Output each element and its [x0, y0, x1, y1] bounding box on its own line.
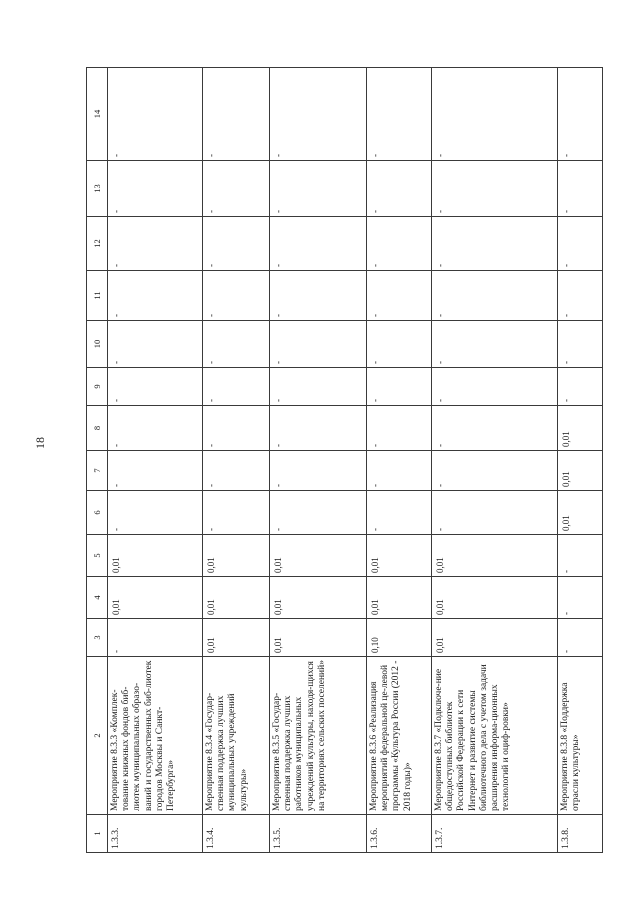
value-cell-col-12: - — [270, 217, 367, 271]
column-header-10: 10 — [87, 321, 108, 368]
value-cell-col-5: 0,01 — [367, 535, 432, 577]
value-cell-col-13: - — [432, 161, 558, 217]
value-cell-col-6: - — [367, 491, 432, 535]
column-header-7: 7 — [87, 451, 108, 491]
value-cell-col-3: - — [558, 619, 603, 657]
row-number: 1.3.7. — [432, 815, 558, 853]
table-row — [558, 68, 603, 853]
row-number: 1.3.3. — [108, 815, 203, 853]
value-cell-col-7: - — [367, 451, 432, 491]
value-cell-col-12: - — [367, 217, 432, 271]
value-cell-col-8: 0,01 — [558, 406, 603, 451]
table-row — [270, 68, 367, 853]
column-header-11: 11 — [87, 271, 108, 321]
activity-name: Мероприятие 8.3.7 «Подключе-ние общедоступных библиотек Российской Федерации к сети Интернет и развитие системы библиотечного дела с учетом задачи расширения информа-ционных технологий и оциф-ровки» — [432, 657, 558, 815]
value-cell-col-9: - — [432, 368, 558, 406]
value-cell-col-5: - — [558, 535, 603, 577]
value-cell-col-4: 0,01 — [432, 577, 558, 619]
value-cell-col-12: - — [203, 217, 270, 271]
header-row — [87, 68, 108, 853]
value-cell-col-6: 0,01 — [558, 491, 603, 535]
value-cell-col-7: 0,01 — [558, 451, 603, 491]
value-cell-col-4: - — [558, 577, 603, 619]
value-cell-col-11: - — [270, 271, 367, 321]
value-cell-col-8: - — [108, 406, 203, 451]
value-cell-col-7: - — [108, 451, 203, 491]
value-cell-col-3: 0,01 — [270, 619, 367, 657]
table-body — [108, 68, 603, 853]
value-cell-col-10: - — [432, 321, 558, 368]
value-cell-col-10: - — [270, 321, 367, 368]
value-cell-col-11: - — [432, 271, 558, 321]
activity-name: Мероприятие 8.3.5 «Государ-ственная поддержка лучших работников муниципальных учреждений культуры, находя-щихся на территориях сельских поселений» — [270, 657, 367, 815]
value-cell-col-14: - — [367, 68, 432, 161]
value-cell-col-5: 0,01 — [432, 535, 558, 577]
value-cell-col-3: 0,01 — [203, 619, 270, 657]
value-cell-col-8: - — [367, 406, 432, 451]
table-row — [432, 68, 558, 853]
table-row — [108, 68, 203, 853]
value-cell-col-7: - — [432, 451, 558, 491]
value-cell-col-4: 0,01 — [270, 577, 367, 619]
column-header-6: 6 — [87, 491, 108, 535]
column-header-3: 3 — [87, 619, 108, 657]
value-cell-col-3: - — [108, 619, 203, 657]
value-cell-col-10: - — [108, 321, 203, 368]
value-cell-col-8: - — [203, 406, 270, 451]
value-cell-col-4: 0,01 — [203, 577, 270, 619]
value-cell-col-9: - — [203, 368, 270, 406]
value-cell-col-9: - — [270, 368, 367, 406]
value-cell-col-13: - — [558, 161, 603, 217]
value-cell-col-12: - — [108, 217, 203, 271]
value-cell-col-14: - — [432, 68, 558, 161]
column-header-14: 14 — [87, 68, 108, 161]
value-cell-col-5: 0,01 — [203, 535, 270, 577]
value-cell-col-10: - — [203, 321, 270, 368]
activity-name: Мероприятие 8.3.8 «Поддержка отрасли культуры» — [558, 657, 603, 815]
row-number: 1.3.5. — [270, 815, 367, 853]
value-cell-col-11: - — [203, 271, 270, 321]
value-cell-col-6: - — [203, 491, 270, 535]
column-header-13: 13 — [87, 161, 108, 217]
value-cell-col-13: - — [270, 161, 367, 217]
activity-name: Мероприятие 8.3.3 «Комплек-тование книжных фондов биб-лиотек муниципальных образо-ваний и государственных биб-лиотек городов Москвы и Санкт-Петербурга» — [108, 657, 203, 815]
value-cell-col-5: 0,01 — [108, 535, 203, 577]
value-cell-col-11: - — [558, 271, 603, 321]
table-row — [367, 68, 432, 853]
value-cell-col-6: - — [432, 491, 558, 535]
value-cell-col-14: - — [558, 68, 603, 161]
value-cell-col-5: 0,01 — [270, 535, 367, 577]
value-cell-col-13: - — [203, 161, 270, 217]
column-header-12: 12 — [87, 217, 108, 271]
column-header-2: 2 — [87, 657, 108, 815]
activity-name: Мероприятие 8.3.4 «Государ-ственная поддержка лучших муниципальных учреждений культуры» — [203, 657, 270, 815]
value-cell-col-7: - — [270, 451, 367, 491]
column-header-1: 1 — [87, 815, 108, 853]
column-header-5: 5 — [87, 535, 108, 577]
value-cell-col-7: - — [203, 451, 270, 491]
row-number: 1.3.4. — [203, 815, 270, 853]
value-cell-col-13: - — [108, 161, 203, 217]
value-cell-col-12: - — [432, 217, 558, 271]
value-cell-col-11: - — [367, 271, 432, 321]
rotated-table-container — [86, 68, 581, 853]
column-header-8: 8 — [87, 406, 108, 451]
table-frame — [86, 68, 581, 853]
value-cell-col-10: - — [367, 321, 432, 368]
value-cell-col-8: - — [432, 406, 558, 451]
value-cell-col-9: - — [558, 368, 603, 406]
value-cell-col-9: - — [367, 368, 432, 406]
activity-name: Мероприятие 8.3.6 «Реализация мероприятий федеральной це-левой программы «Культура России (2012 - 2018 годы)» — [367, 657, 432, 815]
value-cell-col-14: - — [108, 68, 203, 161]
value-cell-col-12: - — [558, 217, 603, 271]
value-cell-col-6: - — [108, 491, 203, 535]
value-cell-col-6: - — [270, 491, 367, 535]
value-cell-col-11: - — [108, 271, 203, 321]
value-cell-col-14: - — [270, 68, 367, 161]
value-cell-col-3: 0,10 — [367, 619, 432, 657]
column-header-9: 9 — [87, 368, 108, 406]
row-number: 1.3.8. — [558, 815, 603, 853]
data-table — [86, 67, 603, 853]
value-cell-col-13: - — [367, 161, 432, 217]
value-cell-col-3: 0,01 — [432, 619, 558, 657]
column-header-4: 4 — [87, 577, 108, 619]
value-cell-col-10: - — [558, 321, 603, 368]
value-cell-col-8: - — [270, 406, 367, 451]
value-cell-col-9: - — [108, 368, 203, 406]
page-number-anchor — [33, 437, 60, 483]
value-cell-col-4: 0,01 — [367, 577, 432, 619]
value-cell-col-4: 0,01 — [108, 577, 203, 619]
value-cell-col-14: - — [203, 68, 270, 161]
page-number: 18 — [33, 437, 47, 449]
table-row — [203, 68, 270, 853]
row-number: 1.3.6. — [367, 815, 432, 853]
